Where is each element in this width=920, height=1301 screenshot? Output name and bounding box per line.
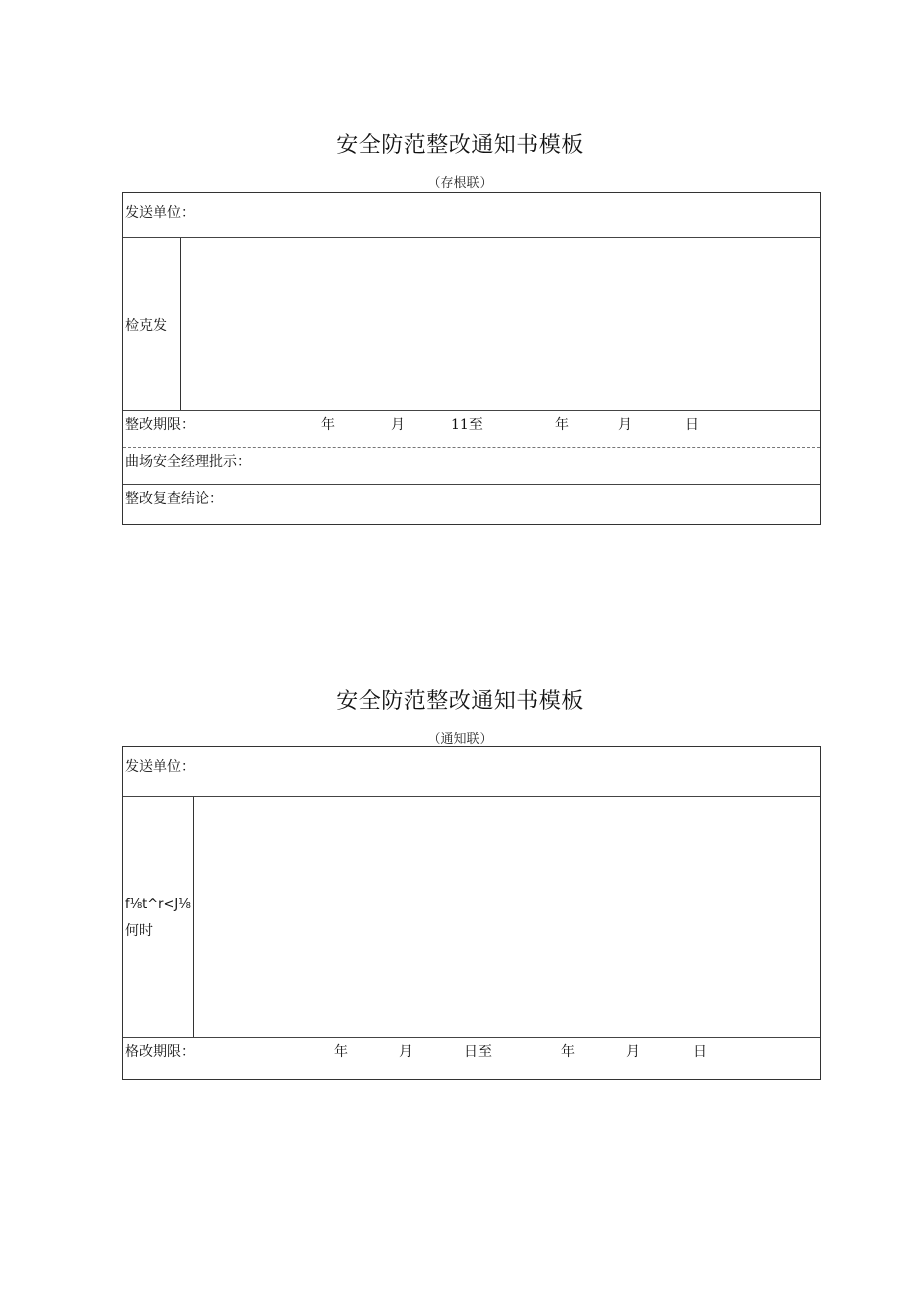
- form1-send-unit-row: [123, 193, 820, 237]
- form2-table: [122, 746, 821, 1080]
- form1-deadline-row: [123, 410, 820, 447]
- form2-deadline-row: [123, 1037, 820, 1079]
- form1-manager-label: 曲场安全经理批示：: [125, 454, 251, 470]
- form2-send-unit-label: 发送单位：: [125, 759, 195, 775]
- form1-title: 安全防范整改通知书模板: [336, 133, 584, 158]
- form1-send-unit-label: 发送单位：: [125, 205, 195, 221]
- form2-deadline-day-to: 日至: [464, 1044, 492, 1060]
- form1-manager-row: [123, 447, 820, 484]
- form2-notice-content[interactable]: [194, 797, 820, 1037]
- form1-deadline-year-start: 年: [321, 417, 335, 433]
- form1-deadline-year-end: 年: [555, 417, 569, 433]
- form1-subtitle: （存根联）: [427, 176, 493, 191]
- form1-deadline-label: 整改期限：: [125, 417, 195, 433]
- form1-review-row: [123, 484, 820, 524]
- form2-notice-label-line1: f⅛t^r<J⅛: [125, 897, 191, 912]
- form1-deadline-month-start: 月: [391, 417, 405, 433]
- form2-deadline-year-end: 年: [561, 1044, 575, 1060]
- form2-deadline-month-start: 月: [399, 1044, 413, 1060]
- form1-deadline-day-to: 11至: [451, 417, 483, 433]
- form1-inspect-label: 检克发: [125, 318, 167, 334]
- form1-review-label: 整改复查结论：: [125, 491, 223, 507]
- form2-deadline-year-start: 年: [334, 1044, 348, 1060]
- form1-deadline-day-end: 日: [685, 417, 699, 433]
- form2-deadline-label: 格改期限：: [125, 1044, 195, 1060]
- form2-send-unit-row: [123, 747, 820, 796]
- form1-table: [122, 192, 821, 525]
- form2-notice-row: [123, 796, 820, 1037]
- form2-subtitle: （通知联）: [427, 732, 493, 747]
- form2-title: 安全防范整改通知书模板: [336, 689, 584, 714]
- form2-notice-label-line2: 何时: [125, 923, 153, 939]
- form2-deadline-month-end: 月: [626, 1044, 640, 1060]
- form1-deadline-month-end: 月: [618, 417, 632, 433]
- form1-inspect-content[interactable]: [181, 238, 820, 410]
- form1-inspect-row: [123, 237, 820, 410]
- form2-deadline-day-end: 日: [693, 1044, 707, 1060]
